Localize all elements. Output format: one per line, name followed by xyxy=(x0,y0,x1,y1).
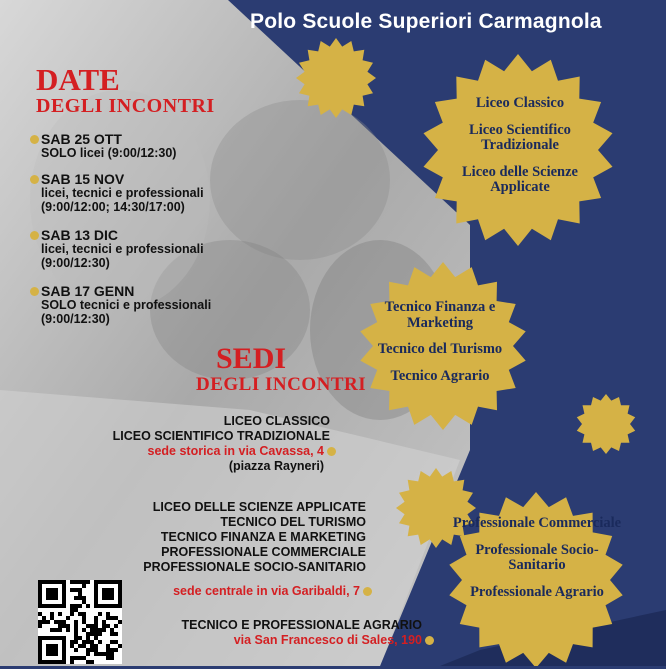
date-day: SAB 17 GENN xyxy=(41,283,135,299)
bullet-icon xyxy=(30,135,39,144)
sede-note: (piazza Rayneri) xyxy=(228,459,324,473)
school-label: Liceo Classico xyxy=(475,95,565,111)
qr-code[interactable] xyxy=(38,580,122,664)
school-name: TECNICO DEL TURISMO xyxy=(220,515,366,529)
school-name: PROFESSIONALE COMMERCIALE xyxy=(161,545,366,559)
dates-title: DATE xyxy=(36,62,120,97)
date-item xyxy=(30,132,176,160)
sede-group-agrario xyxy=(181,618,434,648)
date-item xyxy=(30,172,204,214)
school-name: PROFESSIONALE SOCIO-SANITARIO xyxy=(143,560,366,574)
header-title: Polo Scuole Superiori Carmagnola xyxy=(250,10,602,33)
bullet-icon xyxy=(30,231,39,240)
star-licei xyxy=(436,96,604,207)
dates-subtitle: DEGLI INCONTRI xyxy=(36,95,215,117)
bullet-icon xyxy=(363,587,372,596)
date-hours: (9:00/12:00; 14:30/17:00) xyxy=(41,200,185,214)
date-detail: licei, tecnici e professionali xyxy=(41,186,204,200)
sun-small-icon xyxy=(577,394,635,454)
date-item xyxy=(30,228,204,270)
school-label: Tecnico del Turismo xyxy=(377,341,503,357)
school-label: Liceo Scientifico Tradizionale xyxy=(469,121,571,153)
school-name: LICEO CLASSICO xyxy=(223,414,330,428)
star-professionali xyxy=(452,516,622,611)
date-day: SAB 25 OTT xyxy=(41,131,122,147)
school-name: TECNICO FINANZA E MARKETING xyxy=(160,530,366,544)
school-name: TECNICO E PROFESSIONALE AGRARIO xyxy=(181,618,422,632)
date-day: SAB 15 NOV xyxy=(41,171,125,187)
bullet-icon xyxy=(30,287,39,296)
school-name: LICEO DELLE SCIENZE APPLICATE xyxy=(152,500,366,514)
sede-address: sede storica in via Cavassa, 4 xyxy=(147,444,324,458)
sede-address-row xyxy=(173,584,372,599)
sedi-title: SEDI xyxy=(216,342,287,375)
school-name: LICEO SCIENTIFICO TRADIZIONALE xyxy=(112,429,330,443)
date-hours: (9:00/12:30) xyxy=(41,256,110,270)
date-item xyxy=(30,284,211,326)
qr-code-icon xyxy=(38,580,122,664)
star-tecnici xyxy=(356,300,524,395)
date-detail: SOLO tecnici e professionali xyxy=(41,298,212,312)
sede-address: sede centrale in via Garibaldi, 7 xyxy=(173,584,360,598)
date-detail: SOLO licei (9:00/12:30) xyxy=(41,146,177,160)
school-label: Professionale Socio-Sanitario xyxy=(475,541,599,573)
date-day: SAB 13 DIC xyxy=(41,227,119,243)
school-label: Tecnico Agrario xyxy=(390,367,490,384)
date-hours: (9:00/12:30) xyxy=(41,312,110,326)
bullet-icon xyxy=(425,636,434,645)
school-label: Liceo delle Scienze Applicate xyxy=(462,163,578,195)
sede-group-centrale xyxy=(143,500,366,575)
sun-small-icon xyxy=(296,38,376,118)
sedi-subtitle: DEGLI INCONTRI xyxy=(196,374,367,395)
sede-address-row xyxy=(148,444,337,474)
school-label: Professionale Commerciale xyxy=(452,515,622,531)
date-detail: licei, tecnici e professionali xyxy=(41,242,204,256)
sede-address: via San Francesco di Sales, 190 xyxy=(233,633,422,647)
bullet-icon xyxy=(327,447,336,456)
school-label: Professionale Agrario xyxy=(470,583,604,600)
school-label: Tecnico Finanza e Marketing xyxy=(384,299,496,331)
bullet-icon xyxy=(30,175,39,184)
sede-group-storica xyxy=(113,414,330,444)
